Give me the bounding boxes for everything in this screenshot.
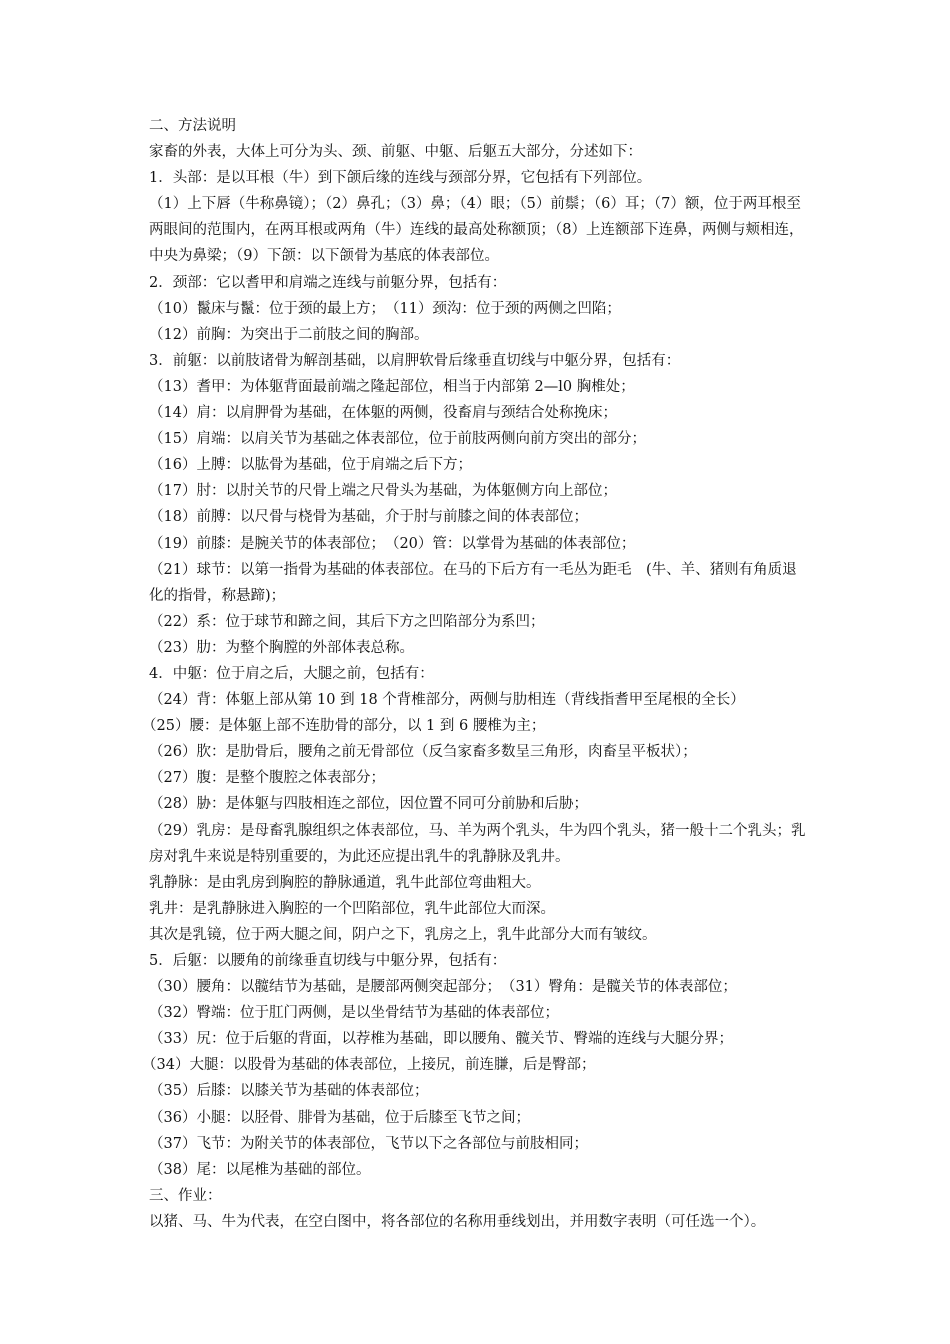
- paragraph-10: （14）肩：以肩胛骨为基础，在体躯的两侧，役畜肩与颈结合处称挽床；: [149, 405, 617, 422]
- paragraph-4: （1）上下唇（牛称鼻镜）；（2）鼻孔；（3）鼻；（4）眼；（5）前鬃；（6）耳；（7）额，位于两耳根至两眼间的范围内，在两耳根或两角（牛）连线的最高处称额顶；（8）上连额部下连鼻，两侧与颊相连，中央为鼻梁；（9）下颌：以下颌骨为基底的体表部位。: [149, 196, 804, 265]
- paragraph-19: 4．中躯：位于肩之后，大腿之前，包括有：: [149, 665, 434, 682]
- paragraph-2: 家畜的外表，大体上可分为头、颈、前躯、中躯、后躯五大部分，分述如下：: [149, 144, 642, 161]
- paragraph-20: （24）背：体躯上部从第 10 到 18 个背椎部分，两侧与肋相连（背线指耆甲至尾根的全长）: [149, 692, 745, 709]
- paragraph-14: （18）前膊：以尺骨与桡骨为基础，介于肘与前膝之间的体表部位；: [149, 509, 588, 526]
- paragraph-34: （35）后膝：以膝关节为基础的体表部位；: [149, 1083, 429, 1100]
- paragraph-28: 其次是乳镜，位于两大腿之间，阴户之下，乳房之上，乳牛此部分大而有皱纹。: [149, 926, 657, 943]
- paragraph-24: （28）胁：是体躯与四肢相连之部位，因位置不同可分前胁和后胁；: [149, 796, 588, 813]
- paragraph-7: （12）前胸：为突出于二前肢之间的胸部。: [149, 326, 429, 343]
- paragraph-21: （25）腰：是体躯上部不连肋骨的部分，以 1 到 6 腰椎为主；: [142, 718, 546, 735]
- paragraph-26: 乳静脉：是由乳房到胸腔的静脉通道，乳牛此部位弯曲粗大。: [149, 874, 541, 891]
- paragraph-35: （36）小腿：以胫骨、腓骨为基础，位于后膝至飞节之间；: [149, 1109, 530, 1126]
- paragraph-9: （13）耆甲：为体躯背面最前端之隆起部位，相当于内部第 2—l0 胸椎处；: [149, 378, 635, 395]
- paragraph-36: （37）飞节：为附关节的体表部位，飞节以下之各部位与前肢相同；: [149, 1135, 588, 1152]
- paragraph-12: （16）上膊：以肱骨为基础，位于肩端之后下方；: [149, 457, 472, 474]
- paragraph-29: 5．后躯：以腰角的前缘垂直切线与中躯分界，包括有：: [149, 953, 507, 969]
- paragraph-11: （15）肩端：以肩关节为基础之体表部位，位于前肢两侧向前方突出的部分；: [149, 431, 646, 448]
- paragraph-27: 乳井：是乳静脉进入胸腔的一个凹陷部位，乳牛此部位大而深。: [149, 900, 555, 917]
- paragraph-6: （10）鬣床与鬣：位于颈的最上方； （11）颈沟：位于颈的两侧之凹陷；: [149, 300, 621, 317]
- paragraph-38: 三、作业：: [149, 1187, 222, 1204]
- paragraph-15: （19）前膝：是腕关节的体表部位； （20）管：以掌骨为基础的体表部位；: [149, 535, 636, 552]
- paragraph-39: 以猪、马、牛为代表，在空白图中，将各部位的名称用垂线划出，并用数字表明（可任选一个）。: [149, 1213, 766, 1230]
- paragraph-33: （34）大腿：以股骨为基础的体表部位，上接尻，前连膁，后是臀部；: [142, 1057, 596, 1074]
- paragraph-37: （38）尾：以尾椎为基础的部位。: [149, 1161, 371, 1178]
- paragraph-5: 2．颈部：它以耆甲和肩端之连线与前躯分界，包括有：: [149, 274, 507, 291]
- paragraph-31: （32）臀端：位于肛门两侧，是以坐骨结节为基础的体表部位；: [149, 1005, 559, 1022]
- paragraph-3: 1．头部：是以耳根（牛）到下颌后缘的连线与颈部分界，它包括有下列部位。: [149, 170, 652, 187]
- paragraph-13: （17）肘：以肘关节的尺骨上端之尺骨头为基础，为体躯侧方向上部位；: [149, 483, 617, 500]
- paragraph-16: （21）球节：以第一指骨为基础的体表部位。在马的下后方有一毛丛为距毛 (牛、羊、猪则有角质退化的指骨，称悬蹄)；: [149, 561, 797, 604]
- paragraph-8: 3．前躯：以前肢诸骨为解剖基础，以肩胛软骨后缘垂直切线与中躯分界，包括有：: [149, 352, 681, 369]
- document-body: [142, 113, 808, 1235]
- paragraph-25: （29）乳房：是母畜乳腺组织之体表部位，马、羊为两个乳头，牛为四个乳头，猪一般十二个乳头；乳房对乳牛来说是特别重要的，为此还应提出乳牛的乳静脉及乳井。: [149, 822, 806, 865]
- paragraph-30: （30）腰角：以髋结节为基础，是腰部两侧突起部分； （31）臀角：是髋关节的体表部位；: [149, 979, 737, 996]
- paragraph-23: （27）腹：是整个腹腔之体表部分；: [149, 770, 385, 787]
- paragraph-18: （23）肋：为整个胸膛的外部体表总称。: [149, 639, 414, 656]
- paragraph-17: （22）系：位于球节和蹄之间，其后下方之凹陷部分为系凹；: [149, 613, 545, 630]
- paragraph-22: （26）肷：是肋骨后，腰角之前无骨部位（反刍家畜多数呈三角形，肉畜呈平板状）；: [149, 744, 697, 761]
- paragraph-1: 二、方法说明: [149, 118, 236, 134]
- paragraph-32: （33）尻：位于后躯的背面，以荐椎为基础，即以腰角、髋关节、臀端的连线与大腿分界；: [149, 1031, 733, 1048]
